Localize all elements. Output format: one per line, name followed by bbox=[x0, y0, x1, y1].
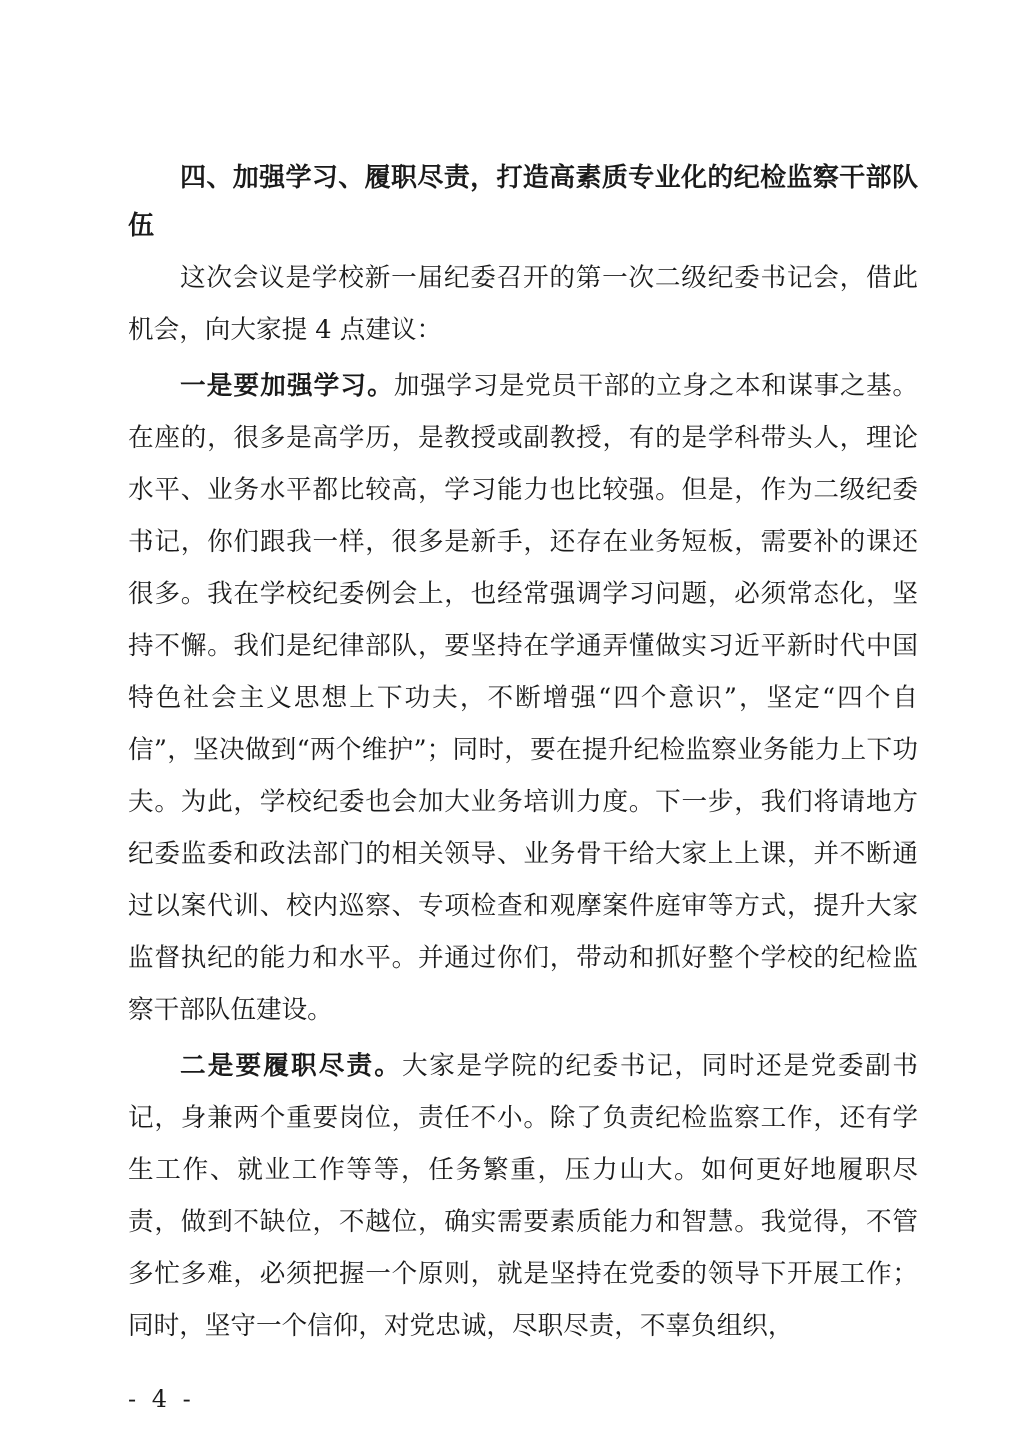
paragraph-study bbox=[128, 360, 918, 1036]
section-heading: 四、加强学习、履职尽责，打造高素质专业化的纪检监察干部队伍 bbox=[128, 163, 918, 241]
page-number: - 4 - bbox=[128, 1385, 195, 1413]
paragraph-lead: 二是要履职尽责。 bbox=[180, 1051, 402, 1081]
paragraph-text: 大家是学院的纪委书记，同时还是党委副书记，身兼两个重要岗位，责任不小。除了负责纪检监察工作，还有学生工作、就业工作等等，任务繁重，压力山大。如何更好地履职尽责，做到不缺位，不越位，确实需要素质能力和智慧。我觉得，不管多忙多难，必须把握一个原则，就是坚持在党委的领导下开展工作；同时，坚守一个信仰，对党忠诚，尽职尽责，不辜负组织， bbox=[128, 1051, 918, 1341]
paragraph-lead: 一是要加强学习。 bbox=[180, 371, 394, 401]
paragraph-duty bbox=[128, 1040, 918, 1352]
body-text bbox=[128, 252, 918, 1352]
paragraph-text: 这次会议是学校新一届纪委召开的第一次二级纪委书记会，借此机会，向大家提 4 点建议： bbox=[128, 263, 918, 345]
paragraph-intro bbox=[128, 252, 918, 356]
paragraph-text: 加强学习是党员干部的立身之本和谋事之基。在座的，很多是高学历，是教授或副教授，有的是学科带头人，理论水平、业务水平都比较高，学习能力也比较强。但是，作为二级纪委书记，你们跟我一样，很多是新手，还存在业务短板，需要补的课还很多。我在学校纪委例会上，也经常强调学习问题，必须常态化，坚持不懈。我们是纪律部队，要坚持在学通弄懂做实习近平新时代中国特色社会主义思想上下功夫，不断增强“四个意识”，坚定“四个自信”，坚决做到“两个维护”；同时，要在提升纪检监察业务能力上下功夫。为此，学校纪委也会加大业务培训力度。下一步，我们将请地方纪委监委和政法部门的相关领导、业务骨干给大家上上课，并不断通过以案代训、校内巡察、专项检查和观摩案件庭审等方式，提升大家监督执纪的能力和水平。并通过你们，带动和抓好整个学校的纪检监察干部队伍建设。 bbox=[128, 371, 918, 1025]
